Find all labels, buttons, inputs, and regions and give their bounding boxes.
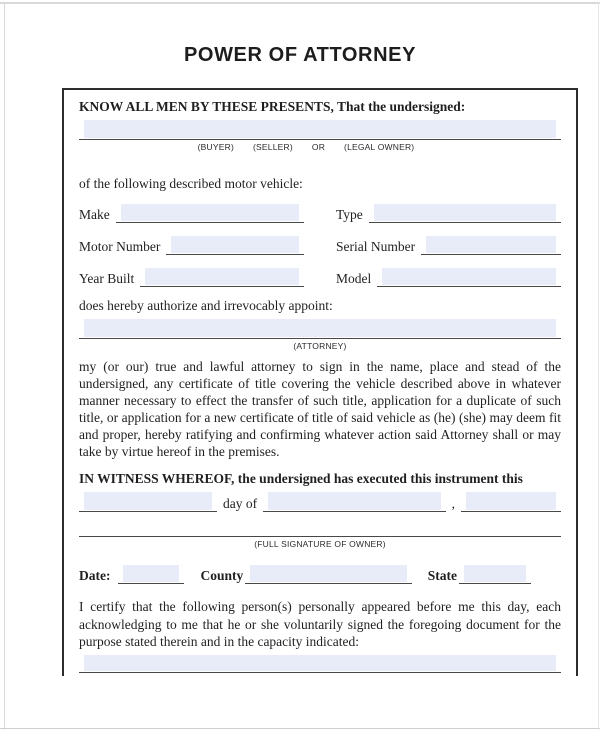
vehicle-row-1: [79, 202, 561, 223]
date-county-state-row: [79, 563, 561, 584]
date-label: Date:: [79, 568, 111, 583]
state-field[interactable]: [459, 563, 531, 584]
execution-day-field[interactable]: [79, 490, 217, 512]
scan-edge-left: [4, 2, 5, 730]
buyer-label: (BUYER): [197, 142, 235, 152]
serial-number-field[interactable]: [421, 234, 561, 255]
or-label: OR: [311, 142, 326, 152]
make-cell: [79, 202, 304, 223]
model-cell: [336, 266, 561, 287]
state-label: State: [427, 568, 457, 583]
appeared-persons-field[interactable]: [79, 653, 561, 673]
notary-certification: I certify that the following person(s) personally appeared before me this day, each acknowledging to me that he or she voluntarily signed the foregoing document for the purpose stated therein and in the capacity indicated:: [79, 599, 561, 649]
type-label: Type: [336, 207, 363, 222]
page-title: POWER OF ATTORNEY: [183, 44, 417, 66]
legal-owner-label: (LEGAL OWNER): [344, 142, 415, 152]
execution-year-field[interactable]: [461, 490, 561, 512]
scan-edge-bottom: [0, 728, 600, 729]
opening-statement: KNOW ALL MEN BY THESE PRESENTS, That the undersigned:: [79, 99, 466, 114]
type-cell: [336, 202, 561, 223]
execution-month-field[interactable]: [263, 490, 446, 512]
model-field[interactable]: [377, 266, 561, 287]
make-label: Make: [79, 207, 110, 222]
grant-paragraph: my (or our) true and lawful attorney to sign in the name, place and stead of the undersigned, any certificate of title covering the vehicle described above in whatever manner necessary to effect the transfer of such title, application for a duplicate of such title, or application for a new certificate of title of said vehicle as (he) (she) may deem fit and proper, hereby ratifying and confirming whatever action said Attorney shall or may take by virtue hereof in the premises.: [79, 359, 561, 459]
date-field[interactable]: [118, 563, 184, 584]
attorney-name-field[interactable]: [79, 317, 561, 339]
year-built-cell: [79, 266, 304, 287]
execution-date-row: [79, 490, 561, 512]
vehicle-row-3: [79, 266, 561, 287]
comma-separator: ,: [451, 496, 455, 511]
vehicle-row-2: [79, 234, 561, 255]
party-role-caption: [65, 142, 547, 153]
motor-number-label: Motor Number: [79, 239, 161, 254]
appoint-intro: does hereby authorize and irrevocably appoint:: [79, 298, 333, 313]
motor-number-field[interactable]: [166, 234, 304, 255]
make-field[interactable]: [116, 202, 304, 223]
witness-statement: IN WITNESS WHEREOF, the undersigned has executed this instrument this: [79, 471, 523, 486]
scan-edge-right: [598, 2, 599, 730]
owner-signature-field[interactable]: [79, 534, 561, 537]
year-built-label: Year Built: [79, 271, 135, 286]
county-label: County: [200, 568, 244, 583]
attorney-caption: (ATTORNEY): [293, 341, 347, 351]
model-label: Model: [336, 271, 372, 286]
serial-number-cell: [336, 234, 561, 255]
county-field[interactable]: [245, 563, 412, 584]
day-of-label: day of: [223, 496, 258, 511]
undersigned-name-field[interactable]: [79, 118, 561, 140]
seller-label: (SELLER): [253, 142, 293, 152]
signature-caption: (FULL SIGNATURE OF OWNER): [254, 539, 386, 549]
serial-number-label: Serial Number: [336, 239, 416, 254]
motor-number-cell: [79, 234, 304, 255]
vehicle-intro: of the following described motor vehicle:: [79, 176, 303, 191]
scan-edge-top: [0, 2, 600, 4]
power-of-attorney-form: [62, 88, 578, 676]
year-built-field[interactable]: [140, 266, 304, 287]
type-field[interactable]: [369, 202, 561, 223]
